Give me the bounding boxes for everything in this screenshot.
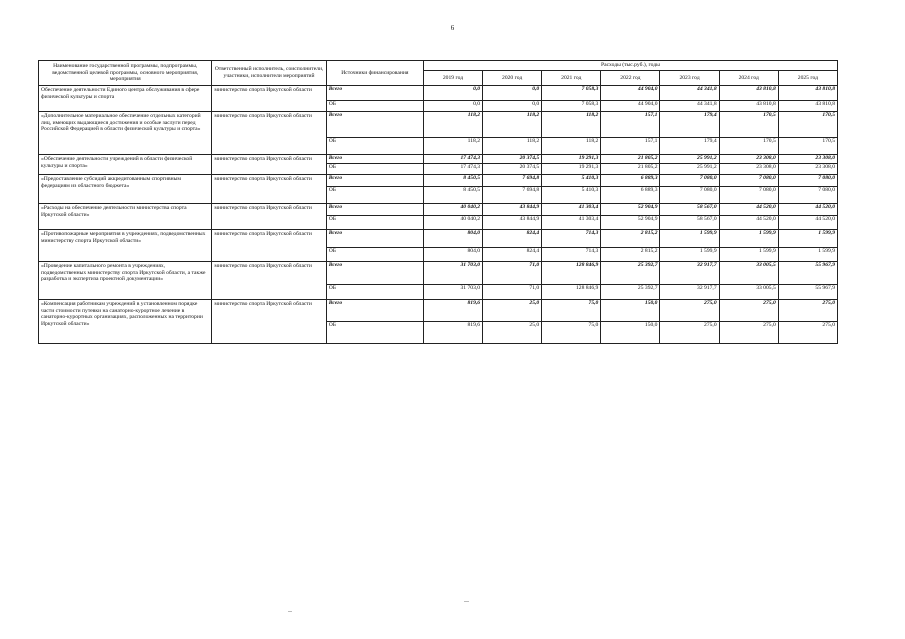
- ob-value: 0,0: [483, 101, 542, 112]
- ob-value: 128 846,9: [542, 285, 601, 300]
- source-ob-label: ОБ: [326, 101, 423, 112]
- source-total-label: Всего: [326, 300, 423, 322]
- ob-value: 7 080,0: [778, 187, 837, 204]
- total-value: 7 080,0: [778, 175, 837, 187]
- executor: министерство спорта Иркутской области: [212, 155, 326, 175]
- executor: министерство спорта Иркутской области: [212, 300, 326, 344]
- total-value: 6 889,3: [601, 175, 660, 187]
- ob-value: 17 474,3: [423, 164, 482, 175]
- total-value: 40 040,2: [423, 204, 482, 216]
- ob-value: 118,2: [423, 138, 482, 155]
- executor: министерство спорта Иркутской области: [212, 230, 326, 262]
- ob-value: 7 080,0: [719, 187, 778, 204]
- table-row: [39, 262, 838, 285]
- total-value: 71,0: [483, 262, 542, 285]
- ob-value: 20 374,5: [483, 164, 542, 175]
- program-name: «Компенсация работникам учреждений в установленном порядке части стоимости путевки на санаторно-курортное лечение в санаторно-курортных организациях, расположенных на территории Иркутской области»: [39, 300, 212, 344]
- ob-value: 41 303,4: [542, 216, 601, 230]
- ob-value: 824,4: [483, 248, 542, 262]
- ob-value: 25,0: [483, 322, 542, 344]
- ob-value: 33 005,5: [719, 285, 778, 300]
- executor: министерство спорта Иркутской области: [212, 86, 326, 112]
- ob-value: 275,0: [660, 322, 719, 344]
- ob-value: 23 308,0: [719, 164, 778, 175]
- ob-value: 44 904,0: [601, 101, 660, 112]
- header-year: 2024 год: [719, 71, 778, 86]
- total-value: 275,0: [660, 300, 719, 322]
- total-value: 1 599,9: [719, 230, 778, 248]
- total-value: 55 967,9: [778, 262, 837, 285]
- total-value: 21 805,2: [601, 155, 660, 164]
- source-total-label: Всего: [326, 175, 423, 187]
- table-row: [39, 300, 838, 322]
- total-value: 41 303,4: [542, 204, 601, 216]
- ob-value: 31 703,0: [423, 285, 482, 300]
- ob-value: 44 341,8: [660, 101, 719, 112]
- ob-value: 32 917,7: [660, 285, 719, 300]
- program-name: «Дополнительное материальное обеспечение отдельных категорий лиц, имеющих выдающиеся достижения и особые заслуги перед Российской Федерацией в области физической культуры и спорта»: [39, 112, 212, 155]
- program-name: «Расходы на обеспечение деятельности министерства спорта Иркутской области»: [39, 204, 212, 230]
- ob-value: 2 815,2: [601, 248, 660, 262]
- total-value: 25 991,2: [660, 155, 719, 164]
- ob-value: 55 967,9: [778, 285, 837, 300]
- source-ob-label: ОБ: [326, 216, 423, 230]
- table-row: [39, 155, 838, 164]
- table-row: [39, 230, 838, 248]
- total-value: 33 005,5: [719, 262, 778, 285]
- ob-value: 150,0: [601, 322, 660, 344]
- scan-mark: [288, 611, 292, 612]
- ob-value: 179,4: [660, 138, 719, 155]
- total-value: 7 080,0: [660, 175, 719, 187]
- source-total-label: Всего: [326, 230, 423, 248]
- header-year: 2021 год: [542, 71, 601, 86]
- table-body: [39, 86, 838, 344]
- source-ob-label: ОБ: [326, 164, 423, 175]
- total-value: 275,0: [778, 300, 837, 322]
- total-value: 7 058,3: [542, 86, 601, 101]
- total-value: 23 308,0: [778, 155, 837, 164]
- total-value: 44 341,8: [660, 86, 719, 101]
- header-year: 2023 год: [660, 71, 719, 86]
- ob-value: 1 599,9: [778, 248, 837, 262]
- ob-value: 6 889,3: [601, 187, 660, 204]
- ob-value: 71,0: [483, 285, 542, 300]
- source-ob-label: ОБ: [326, 138, 423, 155]
- total-value: 819,6: [423, 300, 482, 322]
- source-total-label: Всего: [326, 86, 423, 101]
- ob-value: 25 392,7: [601, 285, 660, 300]
- ob-value: 118,2: [483, 138, 542, 155]
- program-name: «Проведение капитального ремонта в учреждениях, подведомственных министерству спорта Иркутской области, а также разработка и экспертиза проектной документации»: [39, 262, 212, 300]
- total-value: 44 520,0: [719, 204, 778, 216]
- source-total-label: Всего: [326, 112, 423, 138]
- source-ob-label: ОБ: [326, 248, 423, 262]
- ob-value: 43 810,8: [778, 101, 837, 112]
- total-value: 118,2: [423, 112, 482, 138]
- ob-value: 819,6: [423, 322, 482, 344]
- total-value: 170,5: [719, 112, 778, 138]
- program-name: Обеспечение деятельности Единого центра обслуживания в сфере физической культуры и спорта: [39, 86, 212, 112]
- ob-value: 8 450,5: [423, 187, 482, 204]
- total-value: 43 844,9: [483, 204, 542, 216]
- budget-table: [38, 60, 838, 344]
- total-value: 43 810,8: [719, 86, 778, 101]
- total-value: 7 080,0: [719, 175, 778, 187]
- executor: министерство спорта Иркутской области: [212, 204, 326, 230]
- ob-value: 0,0: [423, 101, 482, 112]
- total-value: 1 599,9: [778, 230, 837, 248]
- ob-value: 7 080,0: [660, 187, 719, 204]
- source-ob-label: ОБ: [326, 285, 423, 300]
- total-value: 118,2: [483, 112, 542, 138]
- total-value: 118,2: [542, 112, 601, 138]
- total-value: 43 810,8: [778, 86, 837, 101]
- ob-value: 7 058,3: [542, 101, 601, 112]
- total-value: 714,3: [542, 230, 601, 248]
- total-value: 17 474,3: [423, 155, 482, 164]
- total-value: 7 694,8: [483, 175, 542, 187]
- total-value: 31 703,0: [423, 262, 482, 285]
- total-value: 170,5: [778, 112, 837, 138]
- ob-value: 23 308,0: [778, 164, 837, 175]
- total-value: 20 374,5: [483, 155, 542, 164]
- total-value: 5 410,3: [542, 175, 601, 187]
- table-row: [39, 204, 838, 216]
- total-value: 179,4: [660, 112, 719, 138]
- ob-value: 275,0: [719, 322, 778, 344]
- program-name: «Противопожарные мероприятия в учреждениях, подведомственных министерству спорта Иркутской области»: [39, 230, 212, 262]
- header-year: 2020 год: [483, 71, 542, 86]
- header-year: 2019 год: [423, 71, 482, 86]
- ob-value: 19 291,3: [542, 164, 601, 175]
- total-value: 19 291,3: [542, 155, 601, 164]
- ob-value: 714,3: [542, 248, 601, 262]
- source-ob-label: ОБ: [326, 322, 423, 344]
- header-expenses: Расходы (тыс.руб.), годы: [423, 61, 837, 71]
- total-value: 75,0: [542, 300, 601, 322]
- source-ob-label: ОБ: [326, 187, 423, 204]
- total-value: 0,0: [483, 86, 542, 101]
- header-source: Источники финансирования: [326, 61, 423, 86]
- total-value: 23 308,0: [719, 155, 778, 164]
- total-value: 25,0: [483, 300, 542, 322]
- total-value: 1 599,9: [660, 230, 719, 248]
- total-value: 275,0: [719, 300, 778, 322]
- source-total-label: Всего: [326, 155, 423, 164]
- total-value: 128 846,9: [542, 262, 601, 285]
- ob-value: 170,5: [778, 138, 837, 155]
- executor: министерство спорта Иркутской области: [212, 262, 326, 300]
- executor: министерство спорта Иркутской области: [212, 175, 326, 204]
- ob-value: 804,0: [423, 248, 482, 262]
- ob-value: 1 599,9: [660, 248, 719, 262]
- total-value: 0,0: [423, 86, 482, 101]
- ob-value: 40 040,2: [423, 216, 482, 230]
- table-row: [39, 86, 838, 101]
- ob-value: 75,0: [542, 322, 601, 344]
- program-name: «Предоставление субсидий аккредитованным спортивным федерациям из областного бюджета»: [39, 175, 212, 204]
- ob-value: 118,2: [542, 138, 601, 155]
- total-value: 804,0: [423, 230, 482, 248]
- total-value: 44 904,0: [601, 86, 660, 101]
- ob-value: 1 599,9: [719, 248, 778, 262]
- total-value: 44 520,0: [778, 204, 837, 216]
- ob-value: 21 805,2: [601, 164, 660, 175]
- ob-value: 157,1: [601, 138, 660, 155]
- header-year: 2022 год: [601, 71, 660, 86]
- header-year: 2025 год: [778, 71, 837, 86]
- header-executor: Ответственный исполнитель, соисполнители, участники, исполнители мероприятий: [212, 61, 326, 86]
- ob-value: 25 991,2: [660, 164, 719, 175]
- ob-value: 170,5: [719, 138, 778, 155]
- total-value: 150,0: [601, 300, 660, 322]
- program-name: «Обеспечение деятельности учреждений в области физической культуры и спорта»: [39, 155, 212, 175]
- scan-mark: [464, 601, 469, 602]
- total-value: 824,4: [483, 230, 542, 248]
- ob-value: 5 410,3: [542, 187, 601, 204]
- ob-value: 43 844,9: [483, 216, 542, 230]
- total-value: 32 917,7: [660, 262, 719, 285]
- page-number: 6: [450, 24, 455, 32]
- total-value: 157,1: [601, 112, 660, 138]
- source-total-label: Всего: [326, 204, 423, 216]
- ob-value: 52 904,9: [601, 216, 660, 230]
- ob-value: 275,0: [778, 322, 837, 344]
- table-row: [39, 175, 838, 187]
- total-value: 58 567,0: [660, 204, 719, 216]
- executor: министерство спорта Иркутской области: [212, 112, 326, 155]
- ob-value: 43 810,8: [719, 101, 778, 112]
- total-value: 8 450,5: [423, 175, 482, 187]
- source-total-label: Всего: [326, 262, 423, 285]
- total-value: 25 392,7: [601, 262, 660, 285]
- ob-value: 7 694,8: [483, 187, 542, 204]
- header-name: Наименование государственной программы, подпрограммы, ведомственной целевой программы, основного мероприятия, мероприятия: [39, 61, 212, 86]
- table-row: [39, 112, 838, 138]
- ob-value: 58 567,0: [660, 216, 719, 230]
- total-value: 2 815,2: [601, 230, 660, 248]
- ob-value: 44 520,0: [719, 216, 778, 230]
- ob-value: 44 520,0: [778, 216, 837, 230]
- total-value: 52 904,9: [601, 204, 660, 216]
